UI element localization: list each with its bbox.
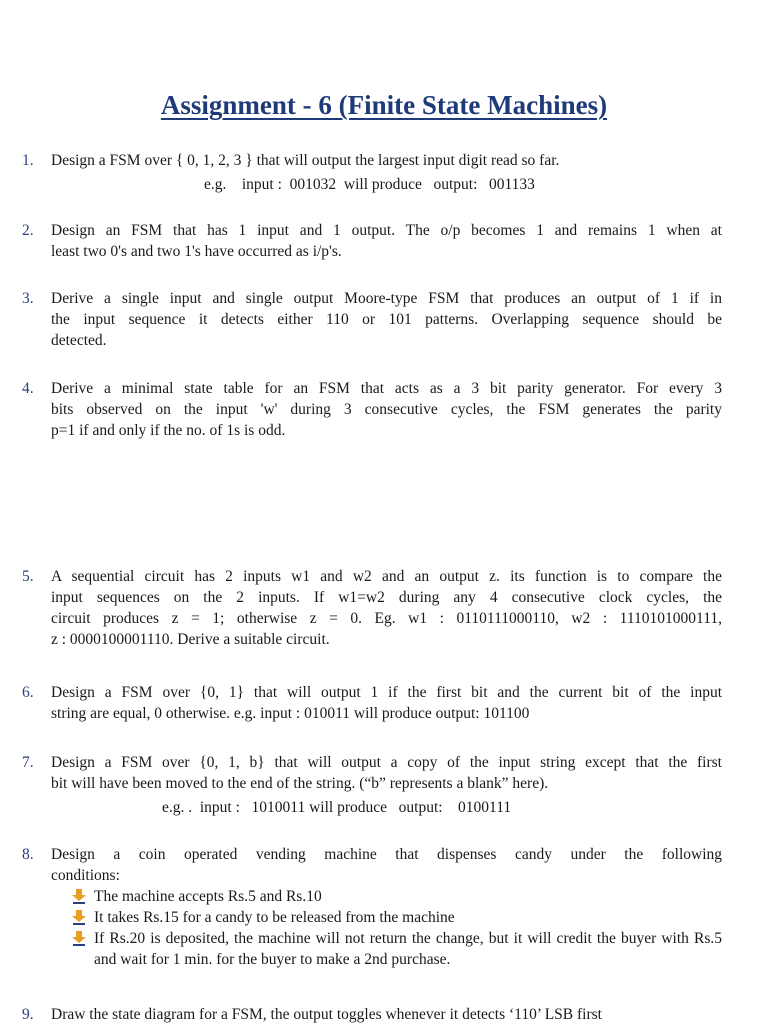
question-line: bit will have been moved to the end of the string. (“b” represents a blank” here). xyxy=(51,775,549,792)
question-line: A sequential circuit has 2 inputs w1 and w2 and an output z. its function is to compare the xyxy=(51,568,722,585)
question-line: z : 0000100001110. Derive a suitable circuit. xyxy=(51,631,330,648)
question-number: 4. xyxy=(22,380,34,397)
question-line: circuit produces z = 1; otherwise z = 0. Eg. w1 : 0110111000110, w2 : 1110101000111, xyxy=(51,610,722,627)
question-line: Design a coin operated vending machine that dispenses candy under the following xyxy=(51,846,722,863)
question-3 xyxy=(22,288,722,351)
list-item xyxy=(72,928,722,970)
question-line: Derive a single input and single output Moore-type FSM that produces an output of 1 if in xyxy=(51,290,722,307)
question-line: least two 0's and two 1's have occurred as i/p's. xyxy=(51,243,342,260)
question-line: Design a FSM over {0, 1, b} that will output a copy of the input string except that the first xyxy=(51,754,722,771)
question-line: Design a FSM over { 0, 1, 2, 3 } that will output the largest input digit read so far. xyxy=(51,152,560,169)
question-7 xyxy=(22,752,722,794)
arrow-down-icon xyxy=(72,889,86,904)
question-number: 1. xyxy=(22,152,34,169)
question-line: Draw the state diagram for a FSM, the output toggles whenever it detects ‘110’ LSB first xyxy=(51,1006,602,1023)
question-line: p=1 if and only if the no. of 1s is odd. xyxy=(51,422,286,439)
question-8 xyxy=(22,844,722,970)
list-item xyxy=(72,907,722,928)
condition-list xyxy=(72,886,722,970)
list-item xyxy=(72,886,722,907)
arrow-down-icon xyxy=(72,931,86,946)
page-title xyxy=(0,88,768,122)
question-number: 5. xyxy=(22,568,34,585)
question-number: 8. xyxy=(22,846,34,863)
question-line: bits observed on the input 'w' during 3 consecutive cycles, the FSM generates the parity xyxy=(51,401,722,418)
question-line: detected. xyxy=(51,332,107,349)
question-6 xyxy=(22,682,722,724)
question-5 xyxy=(22,566,722,650)
arrow-down-icon xyxy=(72,910,86,925)
question-line: Design a FSM over {0, 1} that will output 1 if the first bit and the current bit of the input xyxy=(51,684,722,701)
question-line: Derive a minimal state table for an FSM that acts as a 3 bit parity generator. For every 3 xyxy=(51,380,722,397)
question-line: input sequences on the 2 inputs. If w1=w2 during any 4 consecutive clock cycles, the xyxy=(51,589,722,606)
question-7-example: e.g. . input : 1010011 will produce output: 0100111 xyxy=(162,799,512,816)
question-number: 7. xyxy=(22,754,34,771)
question-4 xyxy=(22,378,722,441)
title-text: Assignment - 6 (Finite State Machines) xyxy=(160,90,608,120)
list-item-text: It takes Rs.15 for a candy to be released from the machine xyxy=(94,909,455,926)
question-number: 2. xyxy=(22,222,34,239)
question-line: the input sequence it detects either 110 or 101 patterns. Overlapping sequence should be xyxy=(51,311,722,328)
question-line: Design an FSM that has 1 input and 1 output. The o/p becomes 1 and remains 1 when at xyxy=(51,222,722,239)
question-number: 6. xyxy=(22,684,34,701)
question-number: 3. xyxy=(22,290,34,307)
list-item-text: If Rs.20 is deposited, the machine will not return the change, but it will credit the buyer with Rs.5 and wait for 1 min. for the buyer to make a 2nd purchase. xyxy=(94,930,722,968)
question-1 xyxy=(22,150,722,171)
question-line: conditions: xyxy=(51,867,120,884)
question-9 xyxy=(22,1004,722,1025)
question-line: string are equal, 0 otherwise. e.g. input : 010011 will produce output: 101100 xyxy=(51,705,530,722)
question-2 xyxy=(22,220,722,262)
question-number: 9. xyxy=(22,1006,34,1023)
question-1-example: e.g. input : 001032 will produce output: 001133 xyxy=(204,176,535,193)
list-item-text: The machine accepts Rs.5 and Rs.10 xyxy=(94,888,322,905)
